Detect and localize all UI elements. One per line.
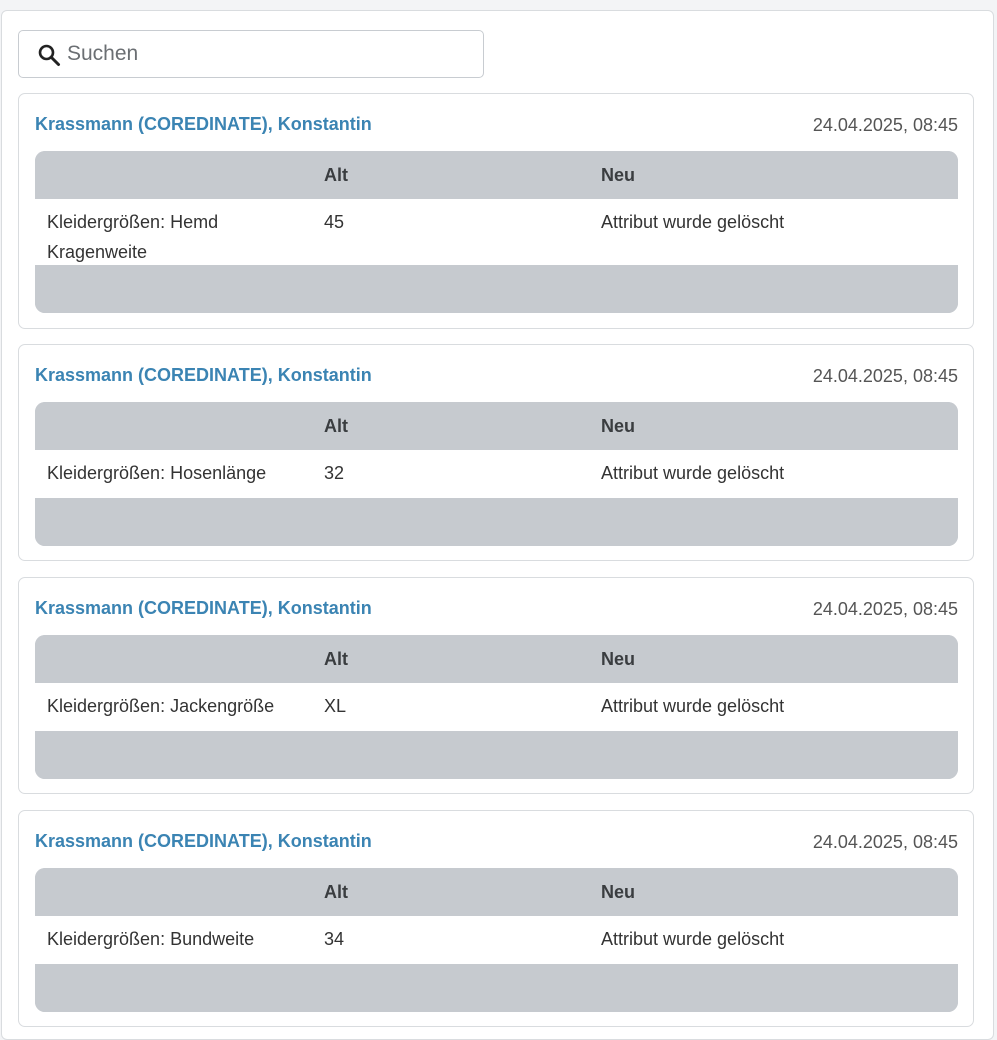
search-icon (37, 43, 61, 67)
entry-author-link[interactable]: Krassmann (COREDINATE), Konstantin (35, 114, 372, 134)
cell-old-value: 32 (324, 463, 345, 483)
change-table (35, 635, 958, 779)
table-footer (35, 265, 958, 313)
column-header-old: Alt (324, 165, 348, 185)
cell-attribute: Kleidergrößen: Jackengröße (47, 696, 275, 716)
entry-author-link[interactable]: Krassmann (COREDINATE), Konstantin (35, 598, 372, 618)
table-footer (35, 964, 958, 1012)
column-header-old: Alt (324, 882, 348, 902)
column-header-new: Neu (601, 416, 636, 436)
entry-timestamp: 24.04.2025, 08:45 (812, 599, 958, 619)
cell-old-value: XL (324, 696, 347, 716)
cell-old-value: 34 (324, 929, 345, 949)
cell-new-value: Attribut wurde gelöscht (601, 696, 785, 716)
history-entry (18, 810, 974, 1027)
column-header-new: Neu (601, 165, 636, 185)
entry-author-link[interactable]: Krassmann (COREDINATE), Konstantin (35, 831, 372, 851)
table-header-row (35, 402, 958, 450)
entry-timestamp: 24.04.2025, 08:45 (812, 366, 958, 386)
column-header-old: Alt (324, 649, 348, 669)
history-entry (18, 93, 974, 329)
search-box[interactable] (18, 30, 484, 78)
cell-attribute: Kleidergrößen: Bundweite (47, 929, 255, 949)
change-table (35, 151, 958, 313)
change-table (35, 868, 958, 1012)
history-panel (1, 10, 994, 1040)
entry-timestamp: 24.04.2025, 08:45 (812, 115, 958, 135)
search-input[interactable] (67, 39, 467, 69)
table-footer (35, 498, 958, 546)
table-header-row (35, 868, 958, 916)
entry-timestamp: 24.04.2025, 08:45 (812, 832, 958, 852)
table-row (35, 916, 958, 964)
cell-attribute: Kleidergrößen: Hemd Kragenweite (47, 212, 219, 262)
column-header-old: Alt (324, 416, 348, 436)
cell-new-value: Attribut wurde gelöscht (601, 212, 785, 232)
cell-new-value: Attribut wurde gelöscht (601, 463, 785, 483)
table-header-row (35, 635, 958, 683)
table-row (35, 450, 958, 498)
change-table (35, 402, 958, 546)
table-header-row (35, 151, 958, 199)
history-entry (18, 344, 974, 561)
cell-attribute: Kleidergrößen: Hosenlänge (47, 463, 267, 483)
table-footer (35, 731, 958, 779)
column-header-new: Neu (601, 882, 636, 902)
cell-new-value: Attribut wurde gelöscht (601, 929, 785, 949)
table-row (35, 199, 958, 265)
entry-author-link[interactable]: Krassmann (COREDINATE), Konstantin (35, 365, 372, 385)
column-header-new: Neu (601, 649, 636, 669)
history-entry (18, 577, 974, 794)
cell-old-value: 45 (324, 212, 345, 232)
table-row (35, 683, 958, 731)
